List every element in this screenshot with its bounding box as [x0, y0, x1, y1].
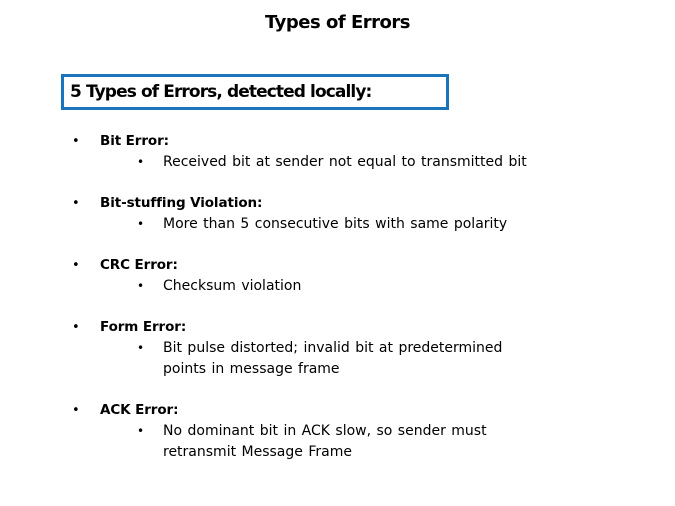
- error-item-bit-error: [72, 131, 675, 173]
- error-desc: [163, 421, 487, 463]
- error-term: Bit-stuffing Violation:: [100, 195, 263, 211]
- desc-line: retransmit Message Frame: [163, 444, 352, 460]
- bullet-icon: •: [72, 134, 80, 149]
- error-desc: [163, 338, 502, 380]
- bullet-icon: •: [72, 196, 80, 211]
- error-item-ack-error: [72, 400, 675, 463]
- sub-bullet-icon: •: [137, 155, 145, 169]
- bullet-icon: •: [72, 320, 80, 335]
- error-sub: [137, 152, 675, 173]
- error-desc: [163, 152, 527, 173]
- error-item-bit-stuffing-violation: [72, 193, 675, 235]
- bullet-icon: •: [72, 403, 80, 418]
- desc-line: points in message frame: [163, 361, 340, 377]
- error-desc: [163, 214, 507, 235]
- error-item-body: [100, 131, 675, 173]
- heading-box: [61, 74, 449, 110]
- error-item-body: [100, 317, 675, 380]
- error-item-body: [100, 400, 675, 463]
- desc-line: No dominant bit in ACK slow, so sender must: [163, 423, 487, 439]
- bullet-icon: •: [72, 258, 80, 273]
- error-sub: [137, 338, 675, 380]
- error-term: CRC Error:: [100, 257, 178, 273]
- error-sub: [137, 214, 675, 235]
- error-item-body: [100, 193, 675, 235]
- error-item-form-error: [72, 317, 675, 380]
- error-item-crc-error: [72, 255, 675, 297]
- sub-bullet-icon: •: [137, 341, 145, 355]
- desc-line: Received bit at sender not equal to transmitted bit: [163, 154, 527, 170]
- desc-line: Bit pulse distorted; invalid bit at predetermined: [163, 340, 503, 356]
- slide-title: Types of Errors: [265, 12, 410, 33]
- heading-text: 5 Types of Errors, detected locally:: [70, 82, 372, 102]
- sub-bullet-icon: •: [137, 279, 145, 293]
- sub-bullet-icon: •: [137, 217, 145, 231]
- error-term: Form Error:: [100, 319, 187, 335]
- error-term: Bit Error:: [100, 133, 169, 149]
- error-list: [72, 131, 675, 463]
- desc-line: Checksum violation: [163, 278, 302, 294]
- error-desc: [163, 276, 301, 297]
- error-sub: [137, 276, 675, 297]
- sub-bullet-icon: •: [137, 424, 145, 438]
- error-sub: [137, 421, 675, 463]
- error-term: ACK Error:: [100, 402, 179, 418]
- desc-line: More than 5 consecutive bits with same polarity: [163, 216, 508, 232]
- error-item-body: [100, 255, 675, 297]
